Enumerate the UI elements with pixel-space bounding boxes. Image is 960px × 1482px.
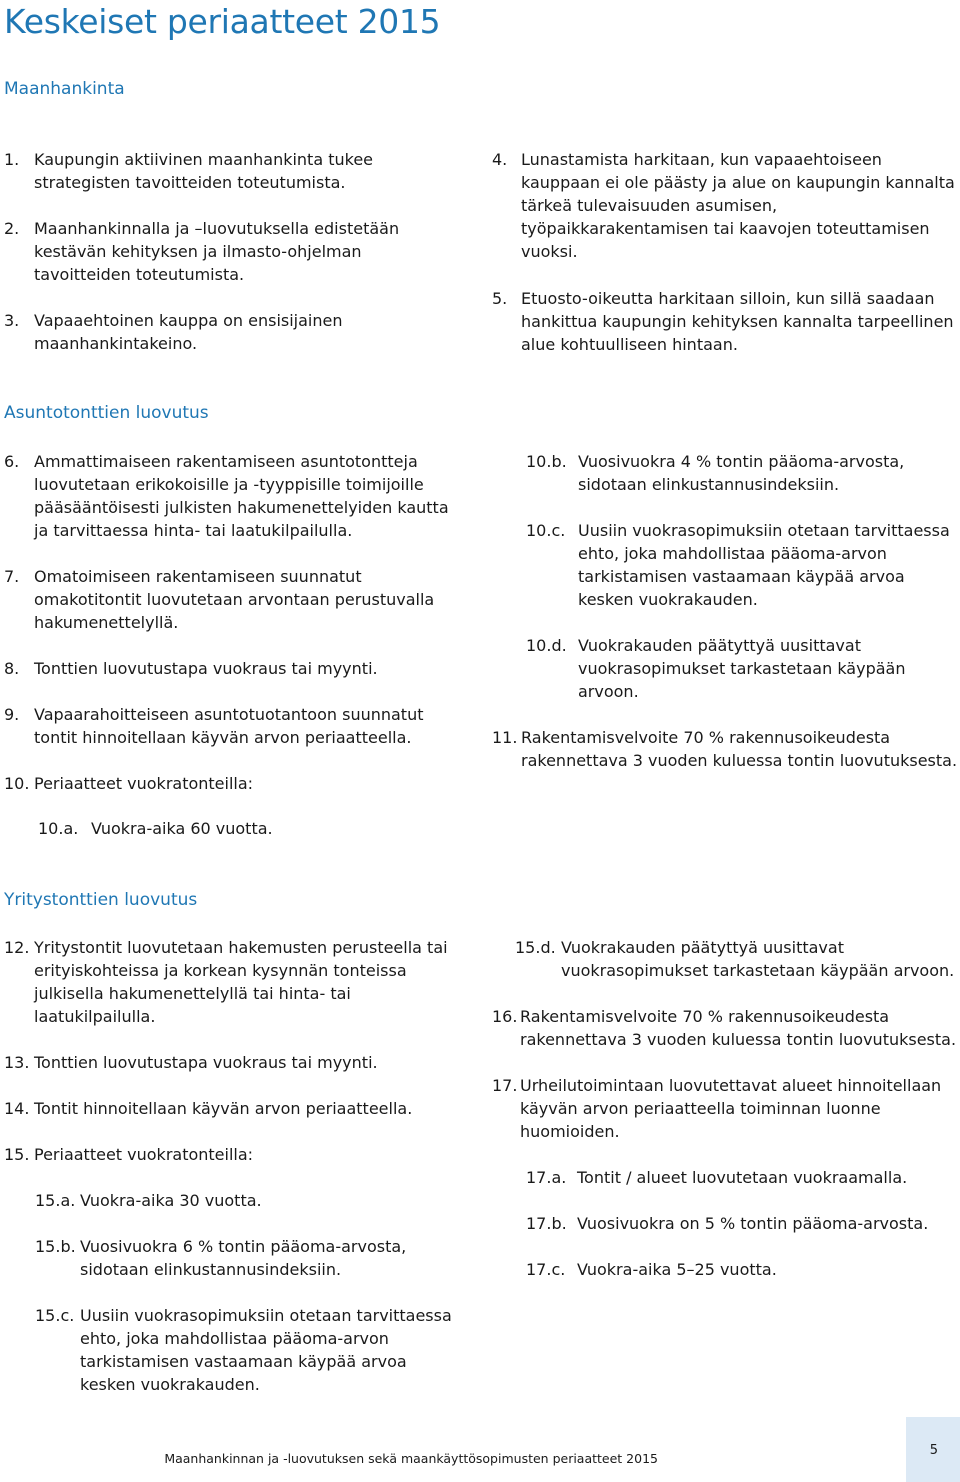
item-text: Tonttien luovutustapa vuokraus tai myynti. [34,659,378,678]
item-number: 17.c. [526,1260,566,1279]
item-number: 3. [4,311,20,330]
item-text: Tonttien luovutustapa vuokraus tai myynti. [34,1053,378,1072]
item-number: 17.b. [526,1214,567,1233]
item-text: Rakentamisvelvoite 70 % rakennusoikeudesta rakennettava 3 vuoden kuluessa tontin luovutuksesta. [520,1007,957,1049]
item-text: Etuosto-oikeutta harkitaan silloin, kun sillä saadaan hankittua kaupungin kehityksen kannalta tarpeellinen alue kohtuulliseen hintaan. [521,289,954,354]
item-number: 11. [492,728,518,747]
item-number: 17. [492,1076,518,1095]
item-number: 4. [492,150,508,169]
list-item [526,450,960,496]
item-number: 17.a. [526,1168,567,1187]
item-number: 13. [4,1053,30,1072]
section-heading-maanhankinta: Maanhankinta [4,79,125,99]
item-number: 15.c. [35,1306,75,1325]
list-item [515,936,960,982]
list-item [526,634,960,703]
footer-text: Maanhankinnan ja -luovutuksen sekä maankäyttösopimusten periaatteet 2015 [164,1451,658,1466]
item-text: Rakentamisvelvoite 70 % rakennusoikeudesta rakennettava 3 vuoden kuluessa tontin luovutuksesta. [521,728,958,770]
item-number: 5. [492,289,508,308]
item-text: Uusiin vuokrasopimuksiin otetaan tarvittaessa ehto, joka mahdollistaa pääoma-arvon tarkistamisen vastaamaan käypää arvoa kesken vuokrakauden. [578,521,950,609]
list-item [4,450,466,542]
item-text: Ammattimaiseen rakentamiseen asuntotontteja luovutetaan erikokoisille ja -tyyppisille toimijoille pääsääntöisesti julkisten hakumenettelyiden kautta ja tarvittaessa hinta- tai laatukilpailulla. [34,452,449,540]
list-item [4,565,466,634]
list-item [4,1143,466,1166]
item-number: 15.d. [515,938,556,957]
item-text: Vuokrakauden päätyttyä uusittavat vuokrasopimukset tarkastetaan käypään arvoon. [561,938,955,980]
item-text: Kaupungin aktiivinen maanhankinta tukee strategisten tavoitteiden toteutumista. [34,150,374,192]
list-item [35,1189,466,1212]
list-item [4,1097,466,1120]
asuntotontit-left-column [4,450,466,840]
list-item [4,772,466,795]
list-item [492,287,960,356]
page-number: 5 [929,1443,938,1458]
list-item [4,217,444,286]
item-text: Tontit hinnoitellaan käyvän arvon periaatteella. [34,1099,413,1118]
item-number: 10.d. [526,636,567,655]
maanhankinta-right-column [492,148,960,356]
yritystontit-left-column [4,936,466,1396]
list-item [492,148,960,263]
item-number: 10. [4,774,30,793]
item-text: Vuosivuokra 4 % tontin pääoma-arvosta, sidotaan elinkustannusindeksiin. [578,452,905,494]
section-heading-asuntotontit: Asuntotonttien luovutus [4,403,209,423]
item-text: Vuokra-aika 60 vuotta. [91,819,273,838]
list-item [4,657,466,680]
list-item [4,936,466,1028]
list-item [492,726,960,772]
item-number: 16. [492,1007,518,1026]
item-number: 10.c. [526,521,566,540]
item-number: 15. [4,1145,30,1164]
item-number: 2. [4,219,20,238]
item-text: Vuokra-aika 30 vuotta. [80,1191,262,1210]
item-text: Vuokrakauden päätyttyä uusittavat vuokrasopimukset tarkastetaan käypään arvoon. [578,636,906,701]
list-item [526,1166,960,1189]
yritystontit-right-column [492,936,960,1281]
item-text: Uusiin vuokrasopimuksiin otetaan tarvittaessa ehto, joka mahdollistaa pääoma-arvon tarkistamisen vastaamaan käypää arvoa kesken vuokrakauden. [80,1306,452,1394]
list-item [526,1258,960,1281]
page-title: Keskeiset periaatteet 2015 [4,2,441,41]
list-item [526,1212,960,1235]
list-item [492,1074,960,1143]
item-number: 9. [4,705,20,724]
list-item [38,817,466,840]
list-item [4,309,444,355]
list-item [4,148,444,194]
maanhankinta-left-column [4,148,444,355]
item-text: Urheilutoimintaan luovutettavat alueet hinnoitellaan käyvän arvon periaatteella toiminnan luonne huomioiden. [520,1076,942,1141]
item-number: 8. [4,659,20,678]
item-text: Vuokra-aika 5–25 vuotta. [577,1260,777,1279]
item-text: Yritystontit luovutetaan hakemusten perusteella tai erityiskohteissa ja korkean kysynnän tonteissa julkisella hakumenettelyllä tai hinta- tai laatukilpailulla. [34,938,448,1026]
item-text: Lunastamista harkitaan, kun vapaaehtoiseen kauppaan ei ole päästy ja alue on kaupungin kannalta tärkeä tulevaisuuden asumisen, työpaikkarakentamisen tai kaavojen toteuttamisen vuoksi. [521,150,955,261]
item-text: Periaatteet vuokratonteilla: [34,1145,254,1164]
item-number: 1. [4,150,20,169]
item-text: Vapaarahoitteiseen asuntotuotantoon suunnatut tontit hinnoitellaan käyvän arvon periaatteella. [34,705,424,747]
page-number-box [906,1417,960,1482]
list-item [526,519,960,611]
asuntotontit-right-column [492,450,960,772]
list-item [492,1005,960,1051]
item-number: 14. [4,1099,30,1118]
list-item [4,703,466,749]
item-text: Vapaaehtoinen kauppa on ensisijainen maanhankintakeino. [34,311,343,353]
list-item [35,1235,466,1281]
item-number: 10.a. [38,819,79,838]
list-item [4,1051,466,1074]
item-number: 10.b. [526,452,567,471]
item-text: Vuosivuokra on 5 % tontin pääoma-arvosta. [577,1214,929,1233]
item-number: 6. [4,452,20,471]
section-heading-yritystontit: Yritystonttien luovutus [4,890,198,910]
item-number: 15.b. [35,1237,76,1256]
item-text: Tontit / alueet luovutetaan vuokraamalla. [577,1168,908,1187]
list-item [35,1304,466,1396]
item-text: Periaatteet vuokratonteilla: [34,774,254,793]
item-number: 12. [4,938,30,957]
item-text: Maanhankinnalla ja –luovutuksella edistetään kestävän kehityksen ja ilmasto-ohjelman tavoitteiden toteutumista. [34,219,400,284]
item-text: Omatoimiseen rakentamiseen suunnatut omakotitontit luovutetaan arvontaan perustuvalla hakumenettelyllä. [34,567,435,632]
item-number: 15.a. [35,1191,76,1210]
item-number: 7. [4,567,20,586]
item-text: Vuosivuokra 6 % tontin pääoma-arvosta, sidotaan elinkustannusindeksiin. [80,1237,407,1279]
